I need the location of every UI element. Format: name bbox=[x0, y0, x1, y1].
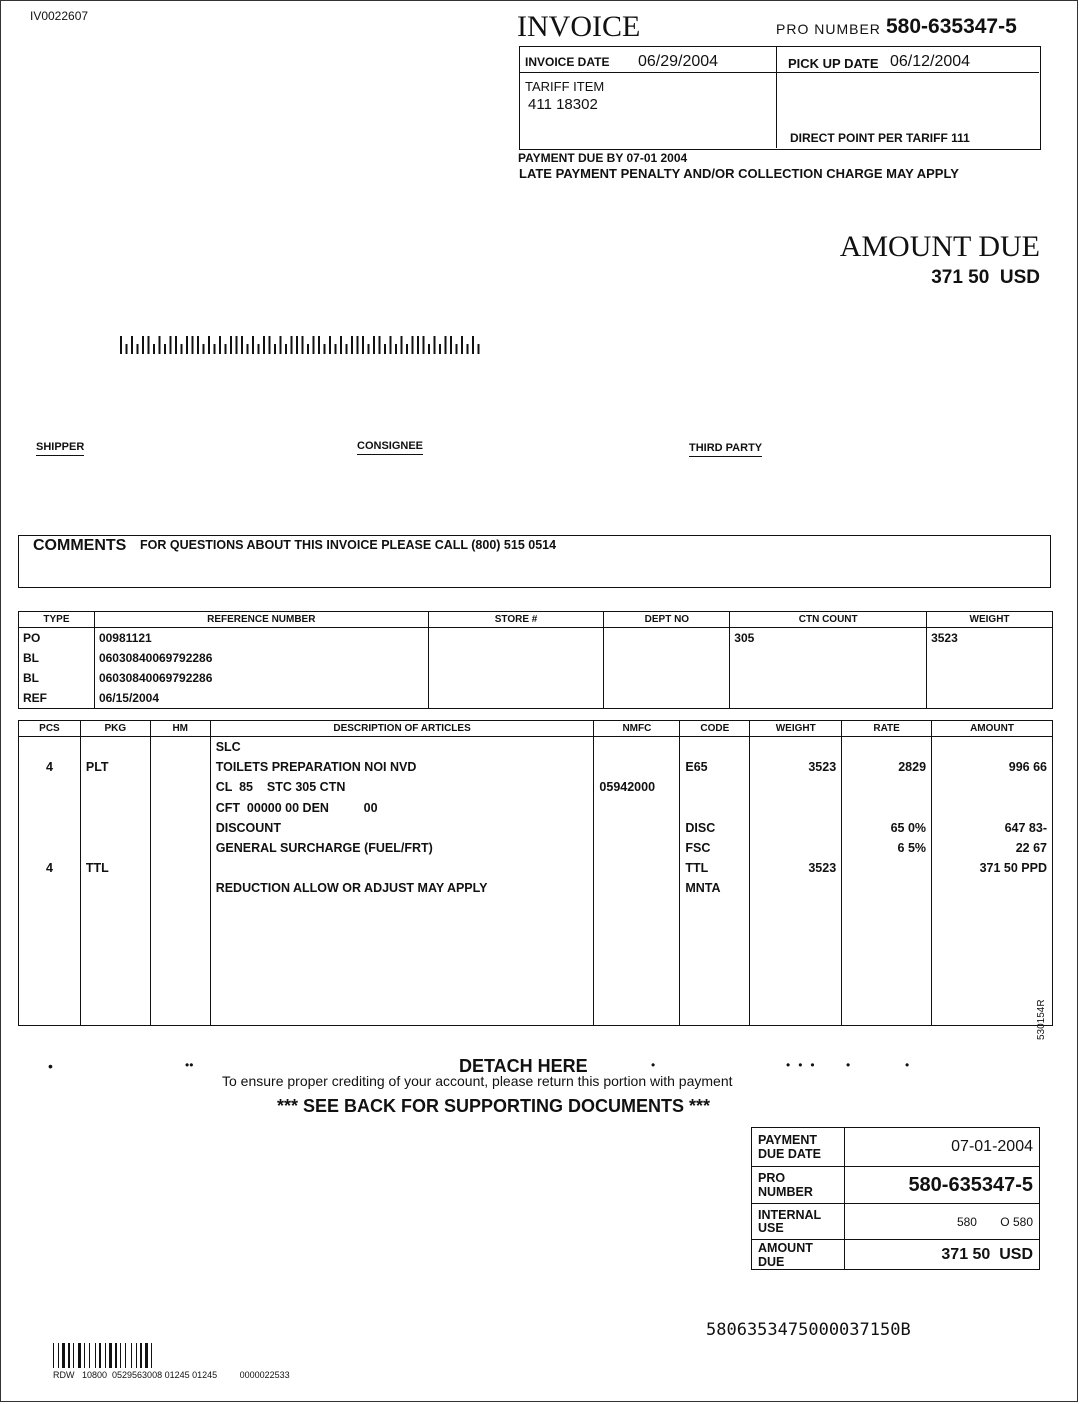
scan-line: 5806353475000037150B bbox=[706, 1320, 911, 1340]
table-row bbox=[19, 858, 1053, 878]
table-cell bbox=[932, 878, 1053, 898]
table-row bbox=[19, 878, 1053, 898]
table-cell: CFT 00000 00 DEN 00 bbox=[210, 798, 594, 818]
stub-label: AMOUNT DUE bbox=[752, 1240, 845, 1270]
table-cell bbox=[150, 777, 210, 797]
table-cell: 65 0% bbox=[842, 818, 932, 838]
pro-number-label: PRO NUMBER bbox=[776, 21, 881, 37]
table-row bbox=[19, 899, 1053, 1026]
dot-mark: • bbox=[48, 1058, 53, 1074]
table-cell: E65 bbox=[680, 757, 750, 777]
invoice-date: 06/29/2004 bbox=[638, 53, 719, 70]
detach-instructions: To ensure proper crediting of your account, please return this portion with payment bbox=[222, 1073, 733, 1089]
table-cell bbox=[594, 838, 680, 858]
col-header: DESCRIPTION OF ARTICLES bbox=[210, 721, 594, 737]
table-cell bbox=[927, 668, 1053, 688]
table-cell bbox=[150, 737, 210, 758]
table-cell bbox=[750, 798, 842, 818]
remittance-stub bbox=[751, 1127, 1040, 1270]
col-header: AMOUNT bbox=[932, 721, 1053, 737]
table-cell: GENERAL SURCHARGE (FUEL/FRT) bbox=[210, 838, 594, 858]
divider bbox=[520, 72, 1039, 73]
items-table bbox=[18, 720, 1053, 1026]
table-cell bbox=[680, 737, 750, 758]
table-cell bbox=[150, 838, 210, 858]
amount-due: 371 50 bbox=[931, 267, 990, 288]
stub-row bbox=[752, 1240, 1040, 1270]
table-cell: 00981121 bbox=[94, 628, 428, 649]
comments-label: COMMENTS bbox=[33, 537, 127, 554]
stub-amount-due bbox=[845, 1240, 1040, 1270]
table-cell bbox=[80, 737, 150, 758]
table-cell bbox=[842, 777, 932, 797]
table-cell bbox=[604, 628, 730, 649]
side-code: 530154R bbox=[1036, 999, 1047, 1040]
table-cell bbox=[150, 798, 210, 818]
table-cell bbox=[594, 818, 680, 838]
table-cell bbox=[842, 737, 932, 758]
table-cell: 06030840069792286 bbox=[94, 668, 428, 688]
table-cell: 371 50 PPD bbox=[932, 858, 1053, 878]
table-cell bbox=[80, 818, 150, 838]
table-row bbox=[19, 777, 1053, 797]
payment-due-line: PAYMENT DUE BY 07-01 2004 bbox=[518, 151, 688, 165]
table-cell: 4 bbox=[19, 858, 81, 878]
table-row bbox=[19, 737, 1053, 758]
table-row bbox=[19, 628, 1053, 649]
document-id: IV0022607 bbox=[30, 9, 89, 23]
table-row bbox=[19, 668, 1053, 688]
detach-here: DETACH HERE bbox=[459, 1056, 588, 1076]
table-cell bbox=[842, 858, 932, 878]
table-cell bbox=[150, 899, 210, 1026]
table-cell bbox=[594, 737, 680, 758]
table-cell: MNTA bbox=[680, 878, 750, 898]
table-row bbox=[19, 688, 1053, 709]
table-cell: 06/15/2004 bbox=[94, 688, 428, 709]
table-cell bbox=[80, 798, 150, 818]
stub-label: INTERNAL USE bbox=[752, 1204, 845, 1240]
table-cell bbox=[19, 818, 81, 838]
col-header: CODE bbox=[680, 721, 750, 737]
col-header: WEIGHT bbox=[750, 721, 842, 737]
table-row bbox=[19, 838, 1053, 858]
table-cell: TTL bbox=[680, 858, 750, 878]
table-cell bbox=[750, 838, 842, 858]
dot-mark: • bbox=[905, 1058, 910, 1072]
tariff-item: 411 18302 bbox=[528, 96, 598, 113]
table-cell bbox=[19, 878, 81, 898]
table-cell bbox=[604, 648, 730, 668]
table-cell bbox=[594, 798, 680, 818]
amount-due-currency: USD bbox=[999, 267, 1040, 288]
table-cell bbox=[932, 777, 1053, 797]
col-header: RATE bbox=[842, 721, 932, 737]
stub-currency: USD bbox=[999, 1245, 1033, 1263]
table-cell bbox=[80, 878, 150, 898]
table-cell: 996 66 bbox=[932, 757, 1053, 777]
divider bbox=[776, 47, 777, 148]
stub-row bbox=[752, 1167, 1040, 1204]
table-cell: PLT bbox=[80, 757, 150, 777]
table-cell: 4 bbox=[19, 757, 81, 777]
dot-mark: ••• bbox=[786, 1058, 823, 1072]
table-row bbox=[19, 798, 1053, 818]
table-cell: CL 85 STC 305 CTN bbox=[210, 777, 594, 797]
items-table-header bbox=[19, 721, 1053, 737]
postal-barcode bbox=[120, 336, 484, 356]
table-cell bbox=[19, 899, 81, 1026]
invoice-info-box bbox=[519, 46, 1041, 150]
stub-payment-due-date: 07-01-2004 bbox=[845, 1128, 1040, 1167]
table-cell bbox=[750, 878, 842, 898]
late-penalty-line: LATE PAYMENT PENALTY AND/OR COLLECTION CHARGE MAY APPLY bbox=[519, 166, 959, 181]
pickup-date: 06/12/2004 bbox=[890, 53, 971, 70]
col-header: HM bbox=[150, 721, 210, 737]
comments-box bbox=[18, 535, 1051, 588]
table-cell bbox=[750, 737, 842, 758]
reference-table-header bbox=[19, 612, 1053, 628]
table-cell bbox=[150, 818, 210, 838]
table-cell bbox=[428, 688, 604, 709]
table-cell bbox=[150, 878, 210, 898]
table-cell bbox=[19, 777, 81, 797]
amount-due-value bbox=[931, 267, 1040, 289]
invoice-date-label: INVOICE DATE bbox=[525, 55, 610, 69]
col-header: REFERENCE NUMBER bbox=[94, 612, 428, 628]
table-cell bbox=[932, 798, 1053, 818]
table-cell: 305 bbox=[730, 628, 927, 649]
consignee-label: CONSIGNEE bbox=[357, 440, 423, 455]
table-cell bbox=[842, 798, 932, 818]
table-cell bbox=[80, 777, 150, 797]
table-cell bbox=[730, 668, 927, 688]
footer-barcode bbox=[53, 1343, 197, 1368]
stub-pro-number: 580-635347-5 bbox=[845, 1167, 1040, 1204]
table-cell bbox=[19, 838, 81, 858]
table-cell: REDUCTION ALLOW OR ADJUST MAY APPLY bbox=[210, 878, 594, 898]
stub-internal-use: 580 O 580 bbox=[845, 1204, 1040, 1240]
stub-label: PRO NUMBER bbox=[752, 1167, 845, 1204]
table-cell bbox=[604, 688, 730, 709]
table-row bbox=[19, 818, 1053, 838]
dot-mark: • bbox=[846, 1058, 851, 1072]
footer-barcode-text: RDW 10800 0529563008 01245 01245 0000022533 bbox=[53, 1370, 290, 1380]
reference-table bbox=[18, 611, 1053, 709]
table-cell bbox=[927, 648, 1053, 668]
table-cell bbox=[210, 899, 594, 1026]
table-cell: TTL bbox=[80, 858, 150, 878]
table-cell bbox=[842, 899, 932, 1026]
tariff-item-label: TARIFF ITEM bbox=[525, 79, 605, 94]
col-header: STORE # bbox=[428, 612, 604, 628]
table-cell bbox=[680, 899, 750, 1026]
table-cell bbox=[80, 899, 150, 1026]
dot-mark: •• bbox=[185, 1058, 194, 1072]
direct-point: DIRECT POINT PER TARIFF 111 bbox=[790, 131, 970, 145]
stub-row bbox=[752, 1128, 1040, 1167]
amount-due-label: AMOUNT DUE bbox=[839, 230, 1040, 263]
table-cell: BL bbox=[19, 668, 95, 688]
col-header: PCS bbox=[19, 721, 81, 737]
table-cell bbox=[680, 777, 750, 797]
table-row bbox=[19, 648, 1053, 668]
table-cell bbox=[428, 628, 604, 649]
table-cell: BL bbox=[19, 648, 95, 668]
invoice-title: INVOICE bbox=[517, 10, 641, 43]
table-cell: 647 83- bbox=[932, 818, 1053, 838]
stub-row bbox=[752, 1204, 1040, 1240]
table-cell bbox=[19, 737, 81, 758]
table-cell bbox=[730, 688, 927, 709]
table-cell bbox=[594, 878, 680, 898]
table-cell bbox=[150, 858, 210, 878]
table-cell bbox=[680, 798, 750, 818]
col-header: TYPE bbox=[19, 612, 95, 628]
pickup-date-label: PICK UP DATE bbox=[788, 56, 879, 71]
comments-text: FOR QUESTIONS ABOUT THIS INVOICE PLEASE CALL (800) 515 0514 bbox=[140, 538, 557, 552]
table-cell bbox=[604, 668, 730, 688]
dot-mark: • bbox=[651, 1058, 656, 1072]
table-cell: DISC bbox=[680, 818, 750, 838]
table-cell: 3523 bbox=[750, 757, 842, 777]
table-cell bbox=[594, 858, 680, 878]
table-cell: 06030840069792286 bbox=[94, 648, 428, 668]
col-header: DEPT NO bbox=[604, 612, 730, 628]
see-back-note: *** SEE BACK FOR SUPPORTING DOCUMENTS *** bbox=[277, 1096, 711, 1116]
table-cell bbox=[594, 757, 680, 777]
table-cell: 05942000 bbox=[594, 777, 680, 797]
table-row bbox=[19, 757, 1053, 777]
table-cell bbox=[210, 858, 594, 878]
col-header: CTN COUNT bbox=[730, 612, 927, 628]
table-cell bbox=[927, 688, 1053, 709]
pro-number: 580-635347-5 bbox=[886, 15, 1017, 38]
third-party-label: THIRD PARTY bbox=[689, 442, 762, 457]
table-cell: DISCOUNT bbox=[210, 818, 594, 838]
shipper-label: SHIPPER bbox=[36, 441, 84, 456]
stub-amount: 371 50 bbox=[941, 1245, 991, 1263]
table-cell: 3523 bbox=[750, 858, 842, 878]
table-cell: TOILETS PREPARATION NOI NVD bbox=[210, 757, 594, 777]
table-cell bbox=[750, 818, 842, 838]
table-cell: REF bbox=[19, 688, 95, 709]
table-cell bbox=[19, 798, 81, 818]
table-cell: 22 67 bbox=[932, 838, 1053, 858]
table-cell bbox=[932, 737, 1053, 758]
col-header: NMFC bbox=[594, 721, 680, 737]
table-cell bbox=[428, 668, 604, 688]
table-cell bbox=[594, 899, 680, 1026]
table-cell bbox=[750, 777, 842, 797]
table-cell bbox=[80, 838, 150, 858]
col-header: PKG bbox=[80, 721, 150, 737]
table-cell bbox=[750, 899, 842, 1026]
table-cell bbox=[730, 648, 927, 668]
table-cell bbox=[932, 899, 1053, 1026]
table-cell bbox=[150, 757, 210, 777]
table-cell: 6 5% bbox=[842, 838, 932, 858]
table-cell: 2829 bbox=[842, 757, 932, 777]
col-header: WEIGHT bbox=[927, 612, 1053, 628]
table-cell: FSC bbox=[680, 838, 750, 858]
table-cell: PO bbox=[19, 628, 95, 649]
table-cell bbox=[842, 878, 932, 898]
stub-label: PAYMENT DUE DATE bbox=[752, 1128, 845, 1167]
table-cell bbox=[428, 648, 604, 668]
table-cell: 3523 bbox=[927, 628, 1053, 649]
table-cell: SLC bbox=[210, 737, 594, 758]
